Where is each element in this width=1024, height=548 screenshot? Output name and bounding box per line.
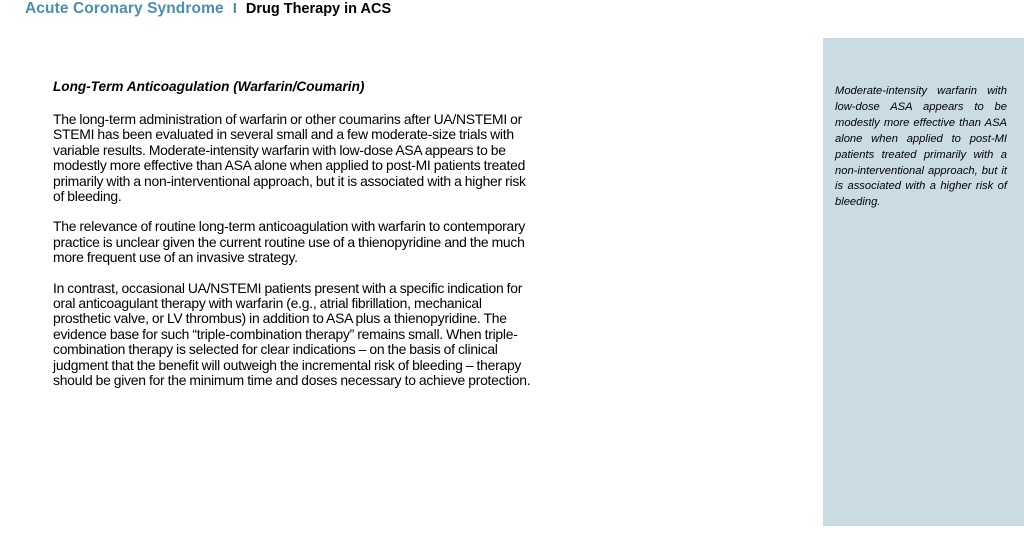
- header-separator: I: [232, 0, 237, 17]
- sidebar-note: Moderate-intensity warfarin with low-dose ASA appears to be modestly more effective than ASA alone when applied to post-MI patients treated primarily with a non-interventional approach, but it is associated with a higher risk of bleeding.: [835, 85, 1007, 209]
- paragraph-2: The relevance of routine long-term anticoagulation with warfarin to contemporary practice is unclear given the current routine use of a thienopyridine and the much more frequent use of an invasive strategy.: [53, 218, 526, 266]
- summary-sidebar: [823, 38, 1024, 526]
- section-title: Acute Coronary Syndrome: [25, 0, 224, 17]
- main-content: [53, 79, 533, 404]
- slide-header: [25, 0, 391, 20]
- paragraph-3: In contrast, occasional UA/NSTEMI patients present with a specific indication for oral anticoagulant therapy with warfarin (e.g., atrial fibrillation, mechanical prosthetic valve, or LV thrombus) in addition to ASA plus a thienopyridine. The evidence base for such “triple-combination therapy” remains small. When triple-combination therapy is selected for clear indications – on the basis of clinical judgment that the benefit will outweigh the incremental risk of bleeding – therapy should be given for the minimum time and doses necessary to achieve protection.: [53, 279, 531, 389]
- content-heading: Long-Term Anticoagulation (Warfarin/Coumarin): [53, 79, 365, 94]
- topic-title: Drug Therapy in ACS: [245, 1, 392, 17]
- paragraph-1: The long-term administration of warfarin or other coumarins after UA/NSTEMI or STEMI has been evaluated in several small and a few moderate-size trials with variable results. Moderate-intensity warfarin with low-dose ASA appears to be modestly more effective than ASA alone when applied to post-MI patients treated primarily with a non-interventional approach, but it is associated with a higher risk of bleeding.: [53, 111, 526, 205]
